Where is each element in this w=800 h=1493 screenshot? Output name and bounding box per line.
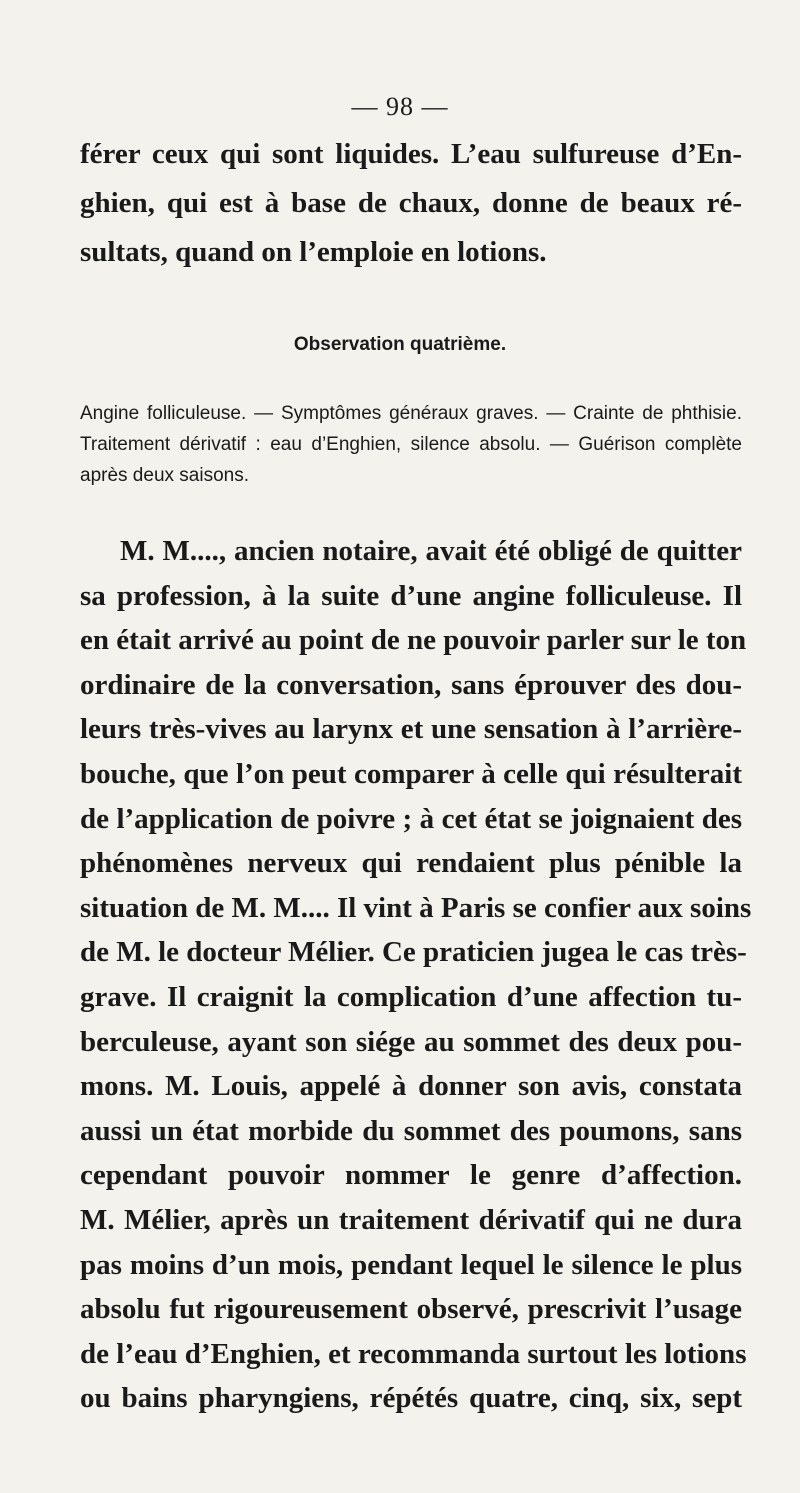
text-line: de M. le docteur Mélier. Ce praticien jugea le cas très- <box>80 936 747 969</box>
text-line: M. Mélier, après un traitement dérivatif qui ne dura <box>80 1203 742 1236</box>
observation-title: Observation quatrième. <box>293 334 507 355</box>
text-line: ou bains pharyngiens, répétés quatre, cinq, six, sept <box>80 1382 742 1415</box>
text-line: phénomènes nerveux qui rendaient plus pénible la <box>80 847 742 880</box>
text-line: pas moins d’un mois, pendant lequel le silence le plus <box>80 1248 742 1281</box>
text-line: grave. Il craignit la complication d’une affection tu- <box>80 980 742 1013</box>
summary-line: Angine folliculeuse. — Symptômes généraux graves. — Crainte de phthisie. <box>80 403 742 424</box>
text-line: sultats, quand on l’emploie en lotions. <box>80 236 547 268</box>
text-line: aussi un état morbide du sommet des poumons, sans <box>80 1114 742 1147</box>
text-line: de l’application de poivre ; à cet état se joignaient des <box>80 802 742 835</box>
text-line: leurs très-vives au larynx et une sensation à l’arrière- <box>80 713 742 746</box>
text-line: ghien, qui est à base de chaux, donne de beaux ré- <box>80 187 742 219</box>
text-line: mons. M. Louis, appelé à donner son avis, constata <box>80 1070 742 1103</box>
paragraph-continuation <box>80 140 742 287</box>
text-line: cependant pouvoir nommer le genre d’affection. <box>80 1159 742 1192</box>
text-line: de l’eau d’Enghien, et recommanda surtout les lotions <box>80 1337 747 1370</box>
observation-summary <box>80 404 742 497</box>
text-line: sa profession, à la suite d’une angine folliculeuse. Il <box>80 579 742 612</box>
text-line: en était arrivé au point de ne pouvoir parler sur le ton <box>80 624 747 657</box>
text-line: férer ceux qui sont liquides. L’eau sulfureuse d’En- <box>80 138 742 170</box>
page-number: — 98 — <box>351 92 449 121</box>
text-line: bouche, que l’on peut comparer à celle qui résulterait <box>80 757 742 790</box>
observation-paragraph <box>80 535 752 1429</box>
text-line: situation de M. M.... Il vint à Paris se confier aux soins <box>80 891 752 924</box>
text-line: M. M...., ancien notaire, avait été obligé de quitter <box>120 535 742 567</box>
summary-line: Traitement dérivatif : eau d’Enghien, silence absolu. — Guérison complète <box>80 434 742 455</box>
text-line: ordinaire de la conversation, sans éprouver des dou- <box>80 668 742 701</box>
text-line: berculeuse, ayant son siége au sommet des deux pou- <box>80 1025 742 1058</box>
summary-line: après deux saisons. <box>80 465 249 486</box>
text-line: absolu fut rigoureusement observé, prescrivit l’usage <box>80 1293 742 1326</box>
